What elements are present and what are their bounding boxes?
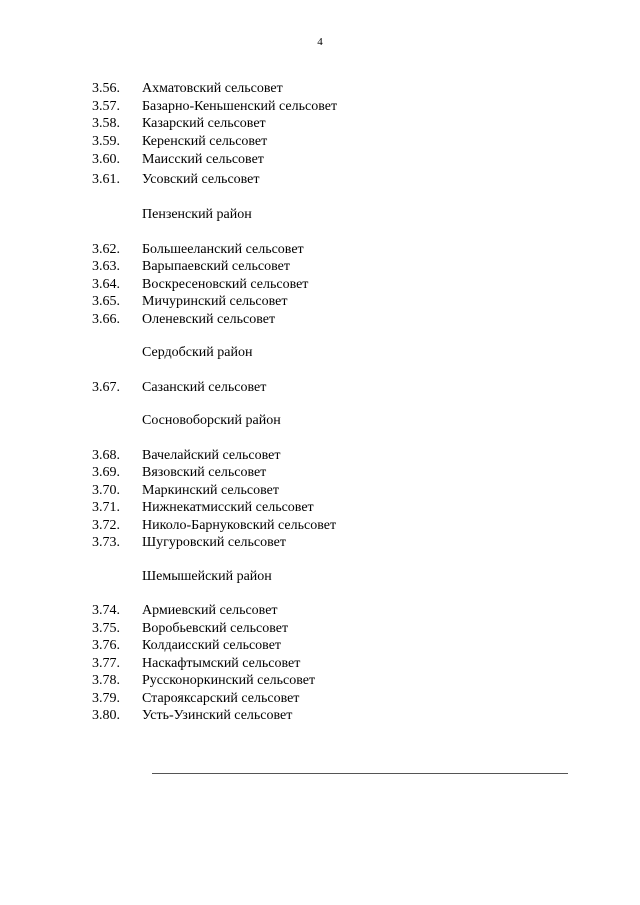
item-name: Старояксарский сельсовет: [142, 690, 300, 706]
item-name: Воскресеновский сельсовет: [142, 276, 309, 292]
item-number: 3.70.: [92, 482, 120, 498]
item-number: 3.62.: [92, 241, 120, 257]
item-name: Наскафтымский сельсовет: [142, 655, 301, 671]
list-item: [0, 517, 640, 535]
list-item: [0, 482, 640, 500]
item-name: Руссконоркинский сельсовет: [142, 673, 316, 688]
list-item: [0, 534, 640, 552]
item-name: Усть-Узинский сельсовет: [142, 708, 293, 723]
list-item: [0, 241, 640, 259]
item-name: Маисский сельсовет: [142, 152, 264, 167]
list-item: [0, 637, 640, 655]
item-name: Колдаисский сельсовет: [142, 638, 282, 653]
item-number: 3.66.: [92, 311, 120, 327]
item-name: Николо-Барнуковский сельсовет: [142, 517, 337, 533]
list-item: [0, 133, 640, 151]
item-name: Мичуринский сельсовет: [142, 294, 288, 309]
item-name: Керенский сельсовет: [142, 133, 268, 149]
item-number: 3.56.: [92, 81, 120, 96]
item-number: 3.59.: [92, 133, 120, 149]
item-name: Вязовский сельсовет: [142, 465, 267, 480]
list-item: [0, 672, 640, 690]
district-heading: [0, 568, 640, 586]
list-item: [0, 276, 640, 294]
footer-divider-line: [152, 773, 568, 774]
item-number: 3.71.: [92, 500, 120, 515]
settlement-list: [0, 80, 640, 725]
item-number: 3.58.: [92, 116, 120, 131]
list-item: [0, 464, 640, 482]
item-name: Сазанский сельсовет: [142, 379, 267, 395]
item-number: 3.67.: [92, 379, 120, 395]
list-item: [0, 690, 640, 708]
district-name: Сердобский район: [142, 345, 253, 360]
item-number: 3.79.: [92, 690, 120, 706]
list-item: [0, 80, 640, 98]
item-number: 3.73.: [92, 535, 120, 550]
list-item: [0, 602, 640, 620]
item-name: Армиевский сельсовет: [142, 603, 278, 618]
list-item: [0, 620, 640, 638]
list-item: [0, 447, 640, 465]
item-number: 3.57.: [92, 98, 120, 114]
item-name: Ахматовский сельсовет: [142, 81, 283, 96]
list-item: [0, 655, 640, 673]
list-item: [0, 707, 640, 725]
item-number: 3.75.: [92, 620, 120, 636]
list-item: [0, 170, 640, 190]
item-number: 3.61.: [92, 172, 120, 187]
item-name: Нижнекатмисский сельсовет: [142, 500, 314, 515]
item-name: Шугуровский сельсовет: [142, 535, 286, 550]
page-number: 4: [317, 36, 323, 48]
item-name: Воробьевский сельсовет: [142, 620, 289, 636]
item-number: 3.68.: [92, 447, 120, 463]
item-number: 3.76.: [92, 638, 120, 653]
item-number: 3.78.: [92, 673, 120, 688]
item-name: Большееланский сельсовет: [142, 241, 304, 257]
list-item: [0, 150, 640, 170]
item-name: Оленевский сельсовет: [142, 311, 276, 327]
district-name: Шемышейский район: [142, 568, 272, 584]
district-name: Сосновоборский район: [142, 413, 281, 428]
district-name: Пензенский район: [142, 207, 252, 222]
item-name: Вачелайский сельсовет: [142, 447, 281, 463]
list-item: [0, 311, 640, 329]
item-name: Варыпаевский сельсовет: [142, 259, 290, 274]
item-name: Маркинский сельсовет: [142, 482, 279, 498]
list-item: [0, 98, 640, 116]
item-number: 3.60.: [92, 152, 120, 167]
item-name: Казарский сельсовет: [142, 116, 266, 131]
item-number: 3.77.: [92, 655, 120, 671]
district-heading: [0, 344, 640, 362]
district-heading: [0, 412, 640, 430]
list-item: [0, 293, 640, 311]
list-item: [0, 258, 640, 276]
item-number: 3.80.: [92, 708, 120, 723]
list-item: [0, 115, 640, 133]
district-heading: [0, 206, 640, 224]
item-number: 3.72.: [92, 517, 120, 533]
item-name: Усовский сельсовет: [142, 172, 260, 187]
item-number: 3.63.: [92, 259, 120, 274]
list-item: [0, 499, 640, 517]
item-number: 3.65.: [92, 294, 120, 309]
item-number: 3.69.: [92, 465, 120, 480]
item-name: Базарно-Кеньшенский сельсовет: [142, 98, 338, 114]
item-number: 3.64.: [92, 276, 120, 292]
item-number: 3.74.: [92, 603, 120, 618]
list-item: [0, 379, 640, 397]
